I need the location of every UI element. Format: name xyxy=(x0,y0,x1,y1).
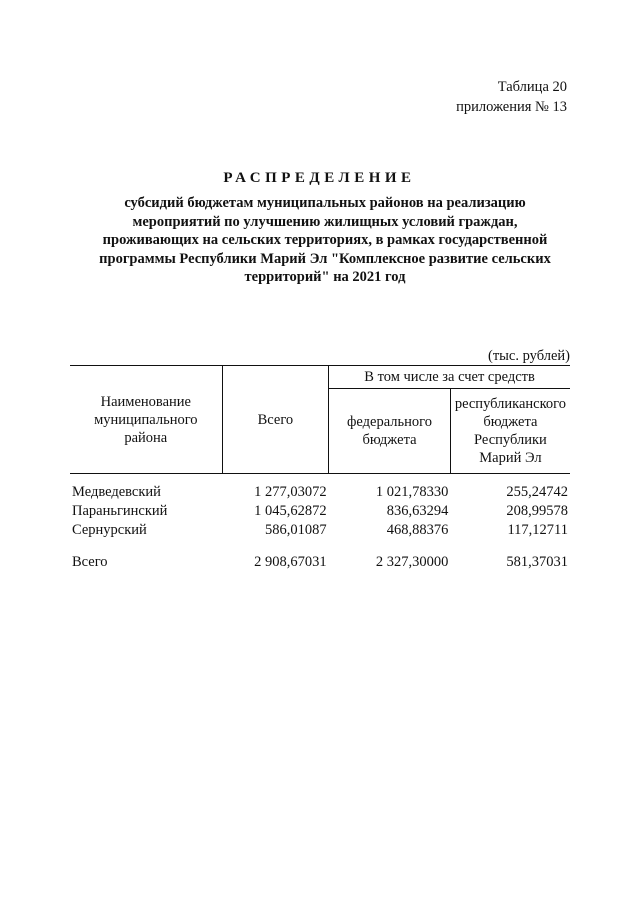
subtitle-line: мероприятий по улучшению жилищных условий граждан, xyxy=(132,213,518,230)
district-name: Параньгинский xyxy=(72,502,168,519)
table-row xyxy=(70,501,570,520)
header-funding-sources: В том числе за счет средств xyxy=(329,366,570,389)
total-value: 1 277,03072 xyxy=(254,483,327,500)
table-body xyxy=(70,474,570,572)
table-reference xyxy=(456,77,567,117)
republic-value: 117,12711 xyxy=(507,521,568,538)
table-row xyxy=(70,474,570,502)
subtitle-line: программы Республики Марий Эл "Комплексное развитие сельских xyxy=(99,250,551,267)
federal-value: 836,63294 xyxy=(386,502,449,519)
district-name: Сернурский xyxy=(72,521,147,538)
subtitle-line: территорий" на 2021 год xyxy=(244,269,406,285)
total-value: 2 908,67031 xyxy=(254,553,327,570)
document-subtitle xyxy=(80,194,570,287)
table-total-row xyxy=(70,539,570,571)
header-republic-budget: республиканского бюджета Республики Марий Эл xyxy=(450,389,570,474)
subtitle-line: субсидий бюджетам муниципальных районов на реализацию xyxy=(124,195,526,211)
republic-value: 255,24742 xyxy=(506,483,568,500)
table-row xyxy=(70,520,570,539)
total-label: Всего xyxy=(72,553,108,570)
table-number: Таблица 20 xyxy=(497,79,567,95)
total-value: 586,01087 xyxy=(265,521,327,538)
total-value: 1 045,62872 xyxy=(254,502,327,519)
header-district-name: Наименование муниципального района xyxy=(70,366,222,474)
federal-value: 2 327,30000 xyxy=(375,553,449,570)
subtitle-line: проживающих на сельских территориях, в рамках государственной xyxy=(102,232,548,248)
distribution-table xyxy=(70,365,570,571)
federal-value: 468,88376 xyxy=(386,521,449,538)
federal-value: 1 021,78330 xyxy=(375,483,449,500)
header-federal-budget: федерального бюджета xyxy=(329,389,451,474)
appendix-number: приложения № 13 xyxy=(456,99,567,115)
header-total: Всего xyxy=(222,366,329,474)
table-header xyxy=(70,366,570,474)
district-name: Медведевский xyxy=(72,483,161,500)
republic-value: 208,99578 xyxy=(506,502,568,519)
document-title: РАСПРЕДЕЛЕНИЕ xyxy=(223,170,416,186)
republic-value: 581,37031 xyxy=(506,553,568,570)
units-label: (тыс. рублей) xyxy=(488,348,570,364)
